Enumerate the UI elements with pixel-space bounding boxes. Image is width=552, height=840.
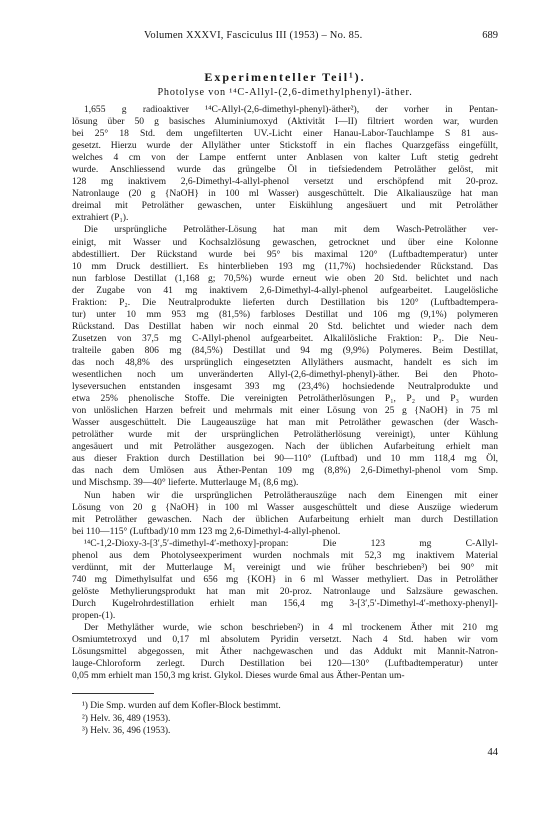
paragraph xyxy=(72,538,498,622)
section-subtitle: Photolyse von ¹⁴C-Allyl-(2,6-dimethylphenyl)-äther. xyxy=(157,87,413,98)
document-page xyxy=(72,30,498,759)
text-line: extrahiert (P₁). xyxy=(72,212,129,224)
text-line: welches 4 cm von der Lampe entfernt unter Anblasen von kalter Luft stetig gedreht xyxy=(72,152,498,164)
text-line: propen-(1). xyxy=(72,609,116,621)
footnote-2: ²) Helv. 36, 489 (1953). xyxy=(82,713,171,724)
text-line: 128 mg inaktivem 2,6-Dimethyl-4-allyl-phenol versetzt und erschöpfend mit 20-proz. xyxy=(72,176,498,188)
sheet-signature: 44 xyxy=(487,747,498,759)
text-line: das nach dem Umlösen aus Äther-Pentan 109 mg (8,8%) 2,6-Dimethyl-phenol vom Smp. xyxy=(72,465,498,477)
text-line: lauge-Chloroform zerlegt. Durch Destillation bei 120—130° (Luftbadtemperatur) unter xyxy=(72,658,498,670)
text-line: Osmiumtetroxyd und 0,17 ml absolutem Pyridin versetzt. Nach 4 Std. haben wir vom xyxy=(72,634,498,646)
text-line: tur) unter 10 mm 953 mg (81,5%) farbloses Destillat und 106 mg (9,1%) polymeren xyxy=(72,308,498,320)
text-line: abdestilliert. Der Rückstand wurde bei 95° bis maximal 120° (Luftbadtemperatur) unter xyxy=(72,248,498,260)
text-line: und Mischsmp. 39—40° lieferte. Mutterlauge M₁ (8,6 mg). xyxy=(72,477,299,489)
text-line: Wasser ausgeschüttelt. Die Laugeauszüge hat man mit Petroläther gewaschen (der Wasch- xyxy=(72,417,498,429)
paragraph xyxy=(72,224,498,489)
text-line: wesentlichen noch um unveränderten Allyl-(2,6-dimethyl-phenyl)-äther. Bei den Photo- xyxy=(72,369,498,381)
text-line: das noch 48,8% des ursprünglich eingesetzten Allyläthers ausmacht, handelt es sich im xyxy=(72,356,498,368)
text-line: Rückstand. Das Destillat haben wir noch einmal 20 Std. belichtet und wieder nach dem xyxy=(72,320,498,332)
text-line: Durch Kugelrohrdestillation erhielt man 156,4 mg 3-[3′,5′-Dimethyl-4′-methoxy-phenyl]- xyxy=(72,597,498,609)
paragraph xyxy=(72,622,498,682)
footnotes xyxy=(72,700,498,738)
running-head xyxy=(72,30,498,46)
text-line: gelöste Methylierungsprodukt hat man mit 20-proz. Natronlauge und Salzsäure gewaschen. xyxy=(72,585,498,597)
text-line: tralteile gaben 806 mg (84,5%) Destillat und 94 mg (9,9%) Polymeres. Beim Destillat, xyxy=(72,344,498,356)
text-line: bei 25° 18 Std. dem ungefilterten UV.-Licht einer Hanau-Labor-Tauchlampe S 81 aus- xyxy=(72,128,498,140)
text-line: aus dieser Fraktion durch Destillation bei 90—110° (Luftbad) und 10 mm 118,4 mg Öl, xyxy=(72,453,498,465)
text-line: Fraktion: P₂. Die Neutralprodukte lieferten durch Destillation bis 120° (Luftbadtempera- xyxy=(72,296,498,308)
text-line: gesetzt. Hierzu wurde der Allyläther unter Stickstoff in ein flaches Quarzgefäss eingefüllt, xyxy=(72,140,498,152)
text-line: dreimal mit Petroläther gewaschen, unter Eiskühlung angesäuert und mit Petroläther xyxy=(72,200,498,212)
text-line: Zusetzen von 37,5 mg C-Allyl-phenol aufgearbeitet. Alkalilösliche Fraktion: P₃. Die Neu- xyxy=(72,332,498,344)
journal-reference: Volumen XXXVI, Fasciculus III (1953) – No. 85. xyxy=(144,30,363,41)
text-line: von unlöslichen Harzen befreit und mehrmals mit einer Lösung von 25 g {NaOH} in 75 ml xyxy=(72,405,498,417)
body-text xyxy=(72,104,498,682)
text-line: 10 mm Druck destilliert. Es hinterblieben 193 mg (11,7%) hochsiedender Rückstand. Das xyxy=(72,260,498,272)
text-line: 740 mg Dimethylsulfat und 656 mg {KOH} in 6 ml Wasser methyliert. Das in Petroläther xyxy=(72,573,498,585)
text-line: lyseversuchen entstanden insgesamt 393 mg (23,4%) hochsiedende Neutralprodukte und xyxy=(72,381,498,393)
text-line: Natronlauge (20 g {NaOH} in 100 ml Wasser) ausgeschüttelt. Die Alkaliauszüge hat man xyxy=(72,188,498,200)
text-line: einigt, mit Wasser und Kochsalzlösung gewaschen, getrocknet und über eine Kolonne xyxy=(72,236,498,248)
text-line: Lösung von 20 g {NaOH} in 100 ml Wasser ausgeschüttelt und diese Auszüge wiederum xyxy=(72,501,498,513)
text-line: Der Methyläther wurde, wie schon beschrieben²) in 4 ml trockenem Äther mit 210 mg xyxy=(84,622,498,634)
text-line: 0,05 mm erhielt man 150,3 mg krist. Glykol. Dieses wurde 6mal aus Äther-Pentan um- xyxy=(72,670,405,682)
text-line: wurde. Anschliessend wurde das grüngelbe Öl in tiefsiedendem Petroläther gelöst, mit xyxy=(72,164,498,176)
text-line: angesäuert und mit Petroläther ausgezogen. Nach der üblichen Aufarbeitung erhielt man xyxy=(72,441,498,453)
text-line: ¹⁴C-1,2-Dioxy-3-[3′,5′-dimethyl-4′-methoxy]-propan: Die 123 mg C-Allyl- xyxy=(84,537,498,549)
text-line: Nun haben wir die ursprünglichen Petrolätherauszüge nach dem Einengen mit einer xyxy=(84,489,498,501)
text-line: petroläther wurde mit der ursprünglichen Petrolätherlösung vereinigt), unter Kühlung xyxy=(72,429,498,441)
text-line: Die ursprüngliche Petroläther-Lösung hat man mit dem Wasch-Petroläther ver- xyxy=(84,224,498,236)
text-line: verdünnt, mit der Mutterlauge M₁ vereinigt und wie früher beschrieben³) bei 90° mit xyxy=(72,561,498,573)
text-line: der Zugabe von 41 mg inaktivem 2,6-Dimethyl-4-allyl-phenol aufgearbeitet. Laugelösliche xyxy=(72,284,498,296)
paragraph xyxy=(72,490,498,538)
footnote-1: ¹) Die Smp. wurden auf dem Kofler-Block bestimmt. xyxy=(82,701,281,712)
text-line: etwa 25% phenolische Stoffe. Die vereinigten Petrolätherlösungen P₁, P₂ und P₃ wurden xyxy=(72,393,498,405)
text-line: Lösungsmittel abgegossen, mit Äther nachgewaschen und das Addukt mit Mannit-Natron- xyxy=(72,646,498,658)
paragraph xyxy=(72,104,498,224)
text-line: lösung über 50 g basisches Aluminiumoxyd (Aktivität I—II) filtriert worden war, wurden xyxy=(72,116,498,128)
text-line: bei 110—115° (Luftbad)/10 mm 123 mg 2,6-Dimethyl-4-allyl-phenol. xyxy=(72,525,341,537)
text-line: nun farblose Destillat (1,168 g; 70,5%) wurde erneut wie oben 20 Std. belichtet und nach xyxy=(72,272,498,284)
text-line: 1,655 g radioaktiver ¹⁴C-Allyl-(2,6-dimethyl-phenyl)-äther²), der vorher in Pentan- xyxy=(84,104,498,115)
text-line: phenol aus dem Photolyseexperiment wurden nochmals mit 52,3 mg inaktivem Material xyxy=(72,549,498,561)
footnote-divider xyxy=(72,693,154,694)
page-number: 689 xyxy=(482,30,498,41)
text-line: mit Petroläther gewaschen. Nach der üblichen Aufarbeitung erhielt man durch Destillation xyxy=(72,513,498,525)
footnote-3: ³) Helv. 36, 496 (1953). xyxy=(82,726,171,737)
section-title: Experimenteller Teil¹). xyxy=(204,70,366,84)
